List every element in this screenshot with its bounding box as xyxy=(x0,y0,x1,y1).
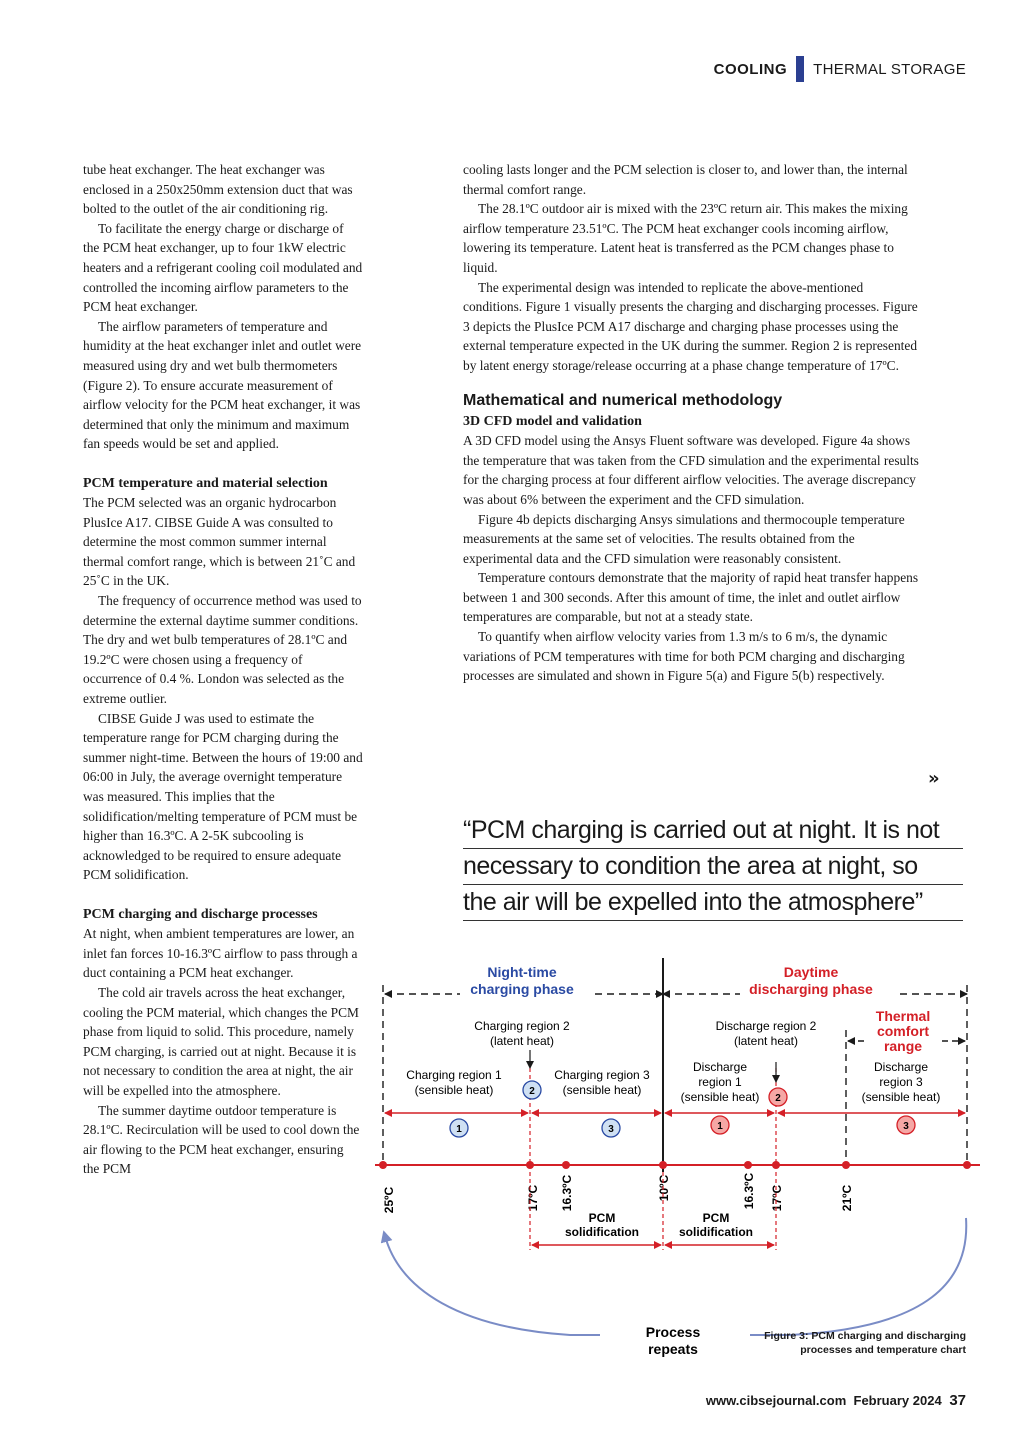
caption-line: Figure 3: PCM charging and discharging xyxy=(764,1330,966,1342)
section-label: COOLING xyxy=(713,60,788,78)
continue-arrow-icon: » xyxy=(928,768,940,789)
svg-text:1: 1 xyxy=(717,1121,723,1132)
comfort-label: comfort xyxy=(876,1023,930,1039)
badge-blue-1 xyxy=(450,1119,468,1137)
badge-blue-2 xyxy=(523,1081,541,1099)
sub-heading: 3D CFD model and validation xyxy=(463,413,642,429)
pull-quote-line: necessary to condition the area at night, so xyxy=(463,849,963,885)
right-column xyxy=(463,160,925,686)
region-label: (sensible heat) xyxy=(680,1090,760,1104)
region-label: (sensible heat) xyxy=(414,1083,494,1097)
pcm-label: solidification xyxy=(678,1225,754,1239)
comfort-label: range xyxy=(883,1038,923,1054)
paragraph: The PCM selected was an organic hydrocarbon PlusIce A17. CIBSE Guide A was consulted to determine the most common summer internal thermal comfort range, which is between 21˚C and 25˚C in the UK. xyxy=(83,495,356,589)
paragraph: The cold air travels across the heat exchanger, cooling the PCM material, which changes the PCM phase from liquid to solid. This procedure, namely PCM charging, is carried out at night. Because it is not necessary to condition the area at night, the air will be expelled into the atmosphere. xyxy=(83,984,359,1098)
region-label: Discharge xyxy=(692,1060,748,1074)
region-label: (latent heat) xyxy=(489,1034,555,1048)
paragraph: The summer daytime outdoor temperature is 28.1ºC. Recirculation will be used to cool down the air flowing to the PCM heat exchanger, ensuring the PCM xyxy=(83,1102,360,1177)
topic-label: THERMAL STORAGE xyxy=(813,60,966,78)
pull-quote-line: the air will be expelled into the atmosphere” xyxy=(463,885,963,921)
footer-site: www.cibsejournal.com xyxy=(705,1393,847,1408)
badge-red-1 xyxy=(711,1116,729,1134)
paragraph: cooling lasts longer and the PCM selection is closer to, and lower than, the internal thermal comfort range. xyxy=(463,162,908,197)
pcm-label: PCM xyxy=(588,1211,616,1225)
temp-label: 16.3ºC xyxy=(560,1174,574,1212)
paragraph: A 3D CFD model using the Ansys Fluent software was developed. Figure 4a shows the temperature that was taken from the CFD simulation and the experimental results for the charging process at four different airflow velocities. The average discrepancy was about 6% between the experiment and the CFD simulation. xyxy=(463,433,919,507)
paragraph: To facilitate the energy charge or discharge of the PCM heat exchanger, up to four 1kW electric heaters and a refrigerant cooling coil modulated and controlled the incoming airflow parameters to the PCM heat exchanger. xyxy=(83,220,363,315)
repeat-arc xyxy=(385,1236,600,1335)
region-label: Charging region 1 xyxy=(406,1068,502,1082)
region-label: region 3 xyxy=(879,1075,923,1089)
badge-blue-3 xyxy=(602,1119,620,1137)
temp-label: 16.3ºC xyxy=(742,1172,756,1210)
repeat-label: Process xyxy=(645,1324,701,1340)
temp-label: 17ºC xyxy=(770,1184,784,1212)
running-header xyxy=(714,56,966,82)
night-title: charging phase xyxy=(470,981,574,997)
temp-label: 21ºC xyxy=(840,1184,854,1212)
region-label: region 1 xyxy=(698,1075,742,1089)
temp-label: 10ºC xyxy=(657,1174,671,1202)
pcm-process-diagram xyxy=(370,950,985,1360)
pcm-label: PCM xyxy=(702,1211,730,1225)
paragraph: The 28.1ºC outdoor air is mixed with the 23ºC return air. This makes the mixing airflow temperature 23.51ºC. The PCM heat exchanger cools incoming airflow, lowering its temperature. Latent heat is transferred as the PCM changes phase to liquid. xyxy=(463,201,908,275)
paragraph: To quantify when airflow velocity varies from 1.3 m/s to 6 m/s, the dynamic variations of PCM temperatures with time for both PCM charging and discharging processes are simulated and shown in Figure 5(a) and Figure 5(b) respectively. xyxy=(463,629,905,684)
section-heading: PCM charging and discharge processes xyxy=(83,906,318,922)
paragraph: The experimental design was intended to replicate the above-mentioned conditions. Figure 1 visually presents the charging and discharging processes. Figure 3 depicts the PlusIce PCM A17 discharge and charging phase processes using the external temperature expected in the UK during the summer. Region 2 is represented by latent energy storage/release occurring at a phase change temperature of 17ºC. xyxy=(463,279,918,373)
badge-red-3 xyxy=(897,1116,915,1134)
comfort-label: Thermal xyxy=(875,1008,931,1024)
figure-caption xyxy=(764,1329,966,1357)
day-title: Daytime xyxy=(783,964,839,980)
section-heading: PCM temperature and material selection xyxy=(83,475,328,491)
page-footer xyxy=(706,1392,966,1409)
paragraph: At night, when ambient temperatures are lower, an inlet fan forces 10-16.3ºC airflow to pass through a duct containing a PCM heat exchanger. xyxy=(83,926,358,981)
svg-text:3: 3 xyxy=(608,1124,614,1135)
caption-line: processes and temperature chart xyxy=(800,1344,966,1356)
region-label: (latent heat) xyxy=(733,1034,799,1048)
pull-quote xyxy=(463,813,963,921)
temp-label: 25ºC xyxy=(382,1186,396,1214)
region-label: Discharge xyxy=(873,1060,929,1074)
region-label: Charging region 2 xyxy=(474,1019,570,1033)
paragraph: Temperature contours demonstrate that the majority of rapid heat transfer happens between 1 and 300 seconds. After this amount of time, the inlet and outlet airflow temperatures are comparable, but not at a steady state. xyxy=(463,570,919,625)
repeat-label: repeats xyxy=(648,1341,698,1357)
section-heading: Mathematical and numerical methodology xyxy=(463,391,783,409)
region-label: Discharge region 2 xyxy=(715,1019,817,1033)
svg-text:2: 2 xyxy=(775,1093,781,1104)
page-number: 37 xyxy=(949,1392,966,1409)
paragraph: The airflow parameters of temperature and humidity at the heat exchanger inlet and outlet were measured using dry and wet bulb thermometers (Figure 2). To ensure accurate measurement of airflow velocity for the PCM heat exchanger, it was determined that only the minimum and maximum fan speeds would be set and applied. xyxy=(83,318,362,452)
paragraph: tube heat exchanger. The heat exchanger was enclosed in a 250x250mm extension duct that was bolted to the outlet of the air conditioning rig. xyxy=(83,162,353,217)
region-label: Charging region 3 xyxy=(554,1068,650,1082)
night-title: Night-time xyxy=(487,964,557,980)
pull-quote-line: “PCM charging is carried out at night. It is not xyxy=(463,813,963,849)
temp-label: 17ºC xyxy=(526,1184,540,1212)
paragraph: CIBSE Guide J was used to estimate the temperature range for PCM charging during the summer night-time. Between the hours of 19:00 and 06:00 in July, the average overnight temperature was measured. This implies that the solidification/melting temperature of PCM must be higher than 16.3ºC. A 2-5K subcooling is acknowledged to be required to ensure adequate PCM solidification. xyxy=(83,710,363,883)
svg-text:3: 3 xyxy=(903,1121,909,1132)
repeat-arc xyxy=(750,1218,966,1335)
paragraph: The frequency of occurrence method was used to determine the external daytime summer conditions. The dry and wet bulb temperatures of 28.1ºC and 19.2ºC were chosen using a frequency of occurrence of 0.4 %. London was selected as the extreme outlier. xyxy=(83,593,362,707)
region-label: (sensible heat) xyxy=(861,1090,941,1104)
region-label: (sensible heat) xyxy=(562,1083,642,1097)
left-column xyxy=(83,160,363,1179)
badge-red-2 xyxy=(769,1088,787,1106)
header-divider xyxy=(796,56,804,82)
day-title: discharging phase xyxy=(749,981,873,997)
pcm-label: solidification xyxy=(564,1225,640,1239)
paragraph: Figure 4b depicts discharging Ansys simulations and thermocouple temperature measurements at the same set of velocities. The results obtained from the experimental data and the CFD simulation were reasonably consistent. xyxy=(463,511,905,566)
footer-date: February 2024 xyxy=(853,1393,942,1408)
svg-text:2: 2 xyxy=(529,1086,535,1097)
svg-text:1: 1 xyxy=(456,1124,462,1135)
